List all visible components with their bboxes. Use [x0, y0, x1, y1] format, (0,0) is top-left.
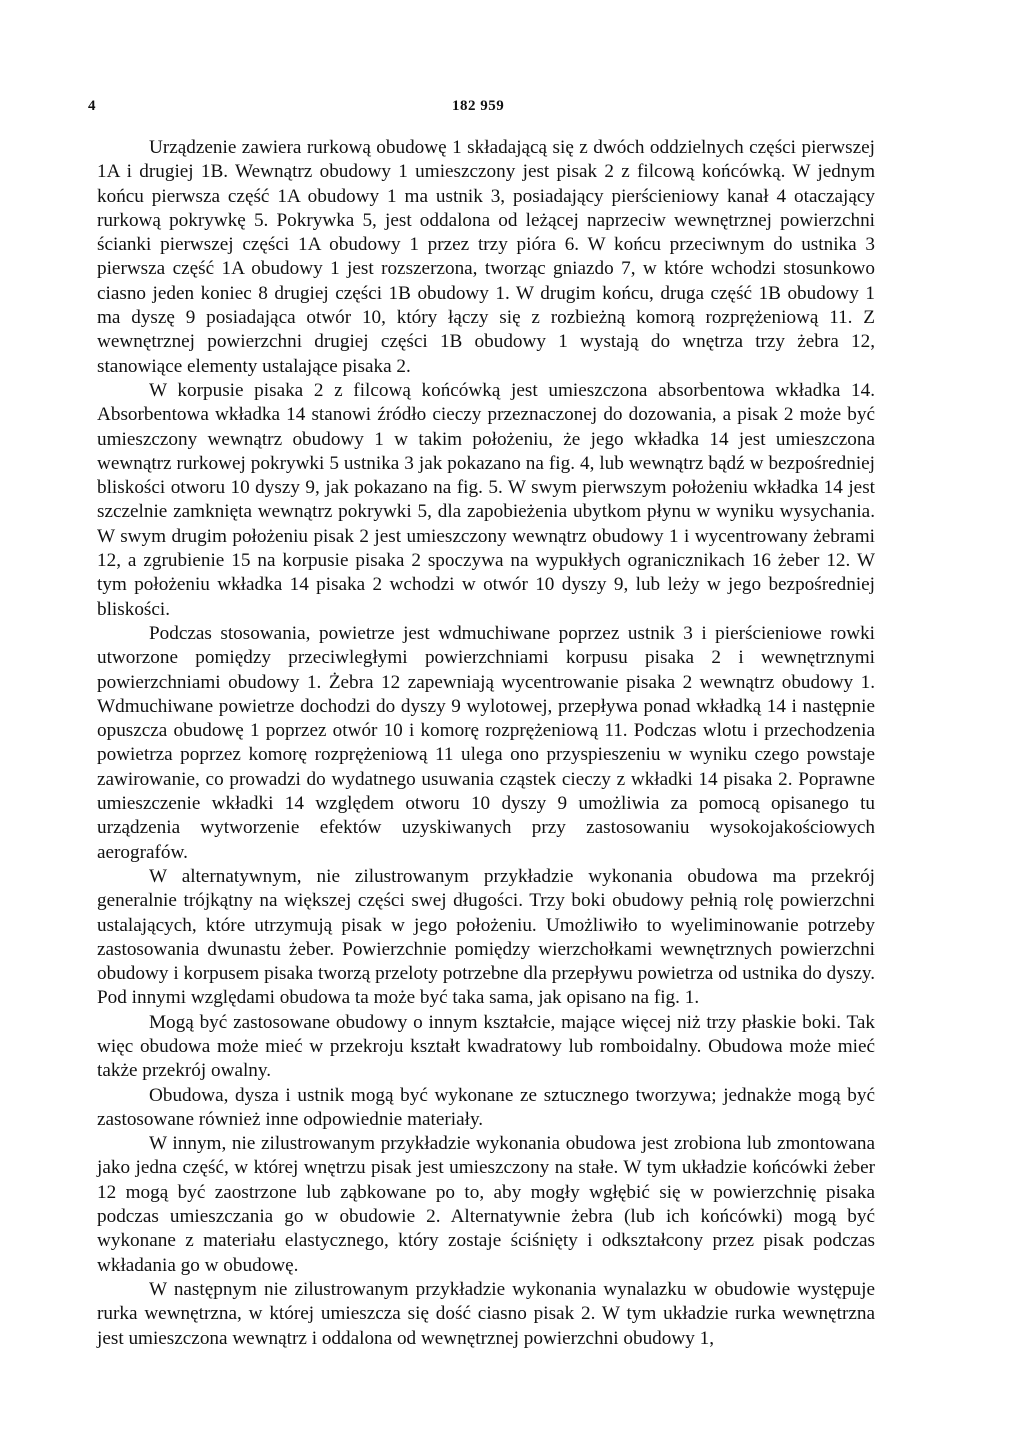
paragraph: Mogą być zastosowane obudowy o innym kształcie, mające więcej niż trzy płaskie boki. Tak więc obudowa może mieć w przekroju kształt kwadratowy lub romboidalny. Obudowa może mieć także przekrój owalny.: [97, 1011, 875, 1082]
paragraph: W alternatywnym, nie zilustrowanym przykładzie wykonania obudowa ma przekrój generalnie trójkątny na większej części swej długości. Trzy boki obudowy pełnią rolę powierzchni ustalających, które utrzymują pisak w jego położeniu. Umożliwiło to wyeliminowanie potrzeby zastosowania dwunastu żeber. Powierzchnie pomiędzy wierzchołkami wewnętrznych powierzchni obudowy i korpusem pisaka tworzą przeloty potrzebne dla przepływu powietrza od ustnika do dyszy. Pod innymi względami obudowa ta może być taka sama, jak opisano na fig. 1.: [97, 865, 875, 1009]
paragraph: Podczas stosowania, powietrze jest wdmuchiwane poprzez ustnik 3 i pierścieniowe rowki utworzone pomiędzy przeciwległymi powierzchniami korpusu pisaka 2 i wewnętrznymi powierzchniami obudowy 1. Żebra 12 zapewniają wycentrowanie pisaka 2 wewnątrz obudowy 1. Wdmuchiwane powietrze dochodzi do dyszy 9 wylotowej, przepływa ponad wkładką 14 i następnie opuszcza obudowę 1 poprzez otwór 10 i komorę rozprężeniową 11. Podczas wlotu i przechodzenia powietrza poprzez komorę rozprężeniową 11 ulega ono przyspieszeniu w wyniku czego powstaje zawirowanie, co prowadzi do wydatnego usuwania cząstek cieczy z wkładki 14 pisaka 2. Poprawne umieszczenie wkładki 14 względem otworu 10 dyszy 9 umożliwia za pomocą opisanego tu urządzenia wytworzenie efektów uzyskiwanych przy zastosowaniu wysokojakościowych aerografów.: [97, 622, 875, 863]
paragraph: Obudowa, dysza i ustnik mogą być wykonane ze sztucznego tworzywa; jednakże mogą być zastosowane również inne odpowiednie materiały.: [97, 1084, 875, 1130]
paragraph: W korpusie pisaka 2 z filcową końcówką jest umieszczona absorbentowa wkładka 14. Absorbentowa wkładka 14 stanowi źródło cieczy przeznaczonej do dozowania, a pisak 2 może być umieszczony wewnątrz obudowy 1 w takim położeniu, że jego wkładka 14 jest umieszczona wewnątrz rurkowej pokrywki 5 ustnika 3 jak pokazano na fig. 4, lub wewnątrz bądź w bezpośredniej bliskości otworu 10 dyszy 9, jak pokazano na fig. 5. W swym pierwszym położeniu wkładka 14 jest szczelnie zamknięta wewnątrz pokrywki 5, dla zapobieżenia ubytkom płynu w wyniku wysychania. W swym drugim położeniu pisak 2 jest umieszczony wewnątrz obudowy 1 i wycentrowany żebrami 12, a zgrubienie 15 na korpusie pisaka 2 spoczywa na wypukłych ogranicznikach 16 żeber 12. W tym położeniu wkładka 14 pisaka 2 wchodzi w otwór 10 dyszy 9, lub leży w jego bezpośredniej bliskości.: [97, 379, 875, 620]
paragraph: W innym, nie zilustrowanym przykładzie wykonania obudowa jest zrobiona lub zmontowana jako jedna część, w której wnętrzu pisak jest umieszczony na stałe. W tym układzie końcówki żeber 12 mogą być zaostrzone lub ząbkowane po to, aby mogły wgłębić się w powierzchnię pisaka podczas umieszczania go w obudowie 2. Alternatywnie żebra (lub ich końcówki) mogą być wykonane z materiału elastycznego, który zostaje ściśnięty i odkształcony przez pisak podczas wkładania go w obudowę.: [97, 1133, 875, 1276]
body-text: [97, 136, 875, 1351]
paragraph: W następnym nie zilustrowanym przykładzie wykonania wynalazku w obudowie występuje rurka wewnętrzna, w której umieszcza się dość ciasno pisak 2. W tym układzie rurka wewnętrzna jest umieszczona wewnątrz i oddalona od wewnętrznej powierzchni obudowy 1,: [97, 1278, 875, 1349]
patent-number: 182 959: [452, 98, 505, 114]
paragraph: Urządzenie zawiera rurkową obudowę 1 składającą się z dwóch oddzielnych części pierwszej 1A i drugiej 1B. Wewnątrz obudowy 1 umieszczony jest pisak 2 z filcową końcówką. W jednym końcu pierwsza część 1A obudowy 1 ma ustnik 3, posiadający pierścieniowy kanał 4 otaczający rurkową pokrywkę 5. Pokrywka 5, jest oddalona od leżącej naprzeciw wewnętrznej powierzchni ścianki pierwszej części 1A obudowy 1 przez trzy pióra 6. W końcu przeciwnym do ustnika 3 pierwsza część 1A obudowy 1 jest rozszerzona, tworząc gniazdo 7, w które wchodzi stosunkowo ciasno jeden koniec 8 drugiej części 1B obudowy 1. W drugim końcu, druga część 1B obudowy 1 ma dyszę 9 posiadająca otwór 10, który łączy się z rozbieżną komorą rozprężeniową 11. Z wewnętrznej powierzchni drugiej części 1B obudowy 1 wystają do wnętrza trzy żebra 12, stanowiące elementy ustalające pisaka 2.: [97, 137, 875, 377]
page-number: 4: [88, 98, 96, 114]
